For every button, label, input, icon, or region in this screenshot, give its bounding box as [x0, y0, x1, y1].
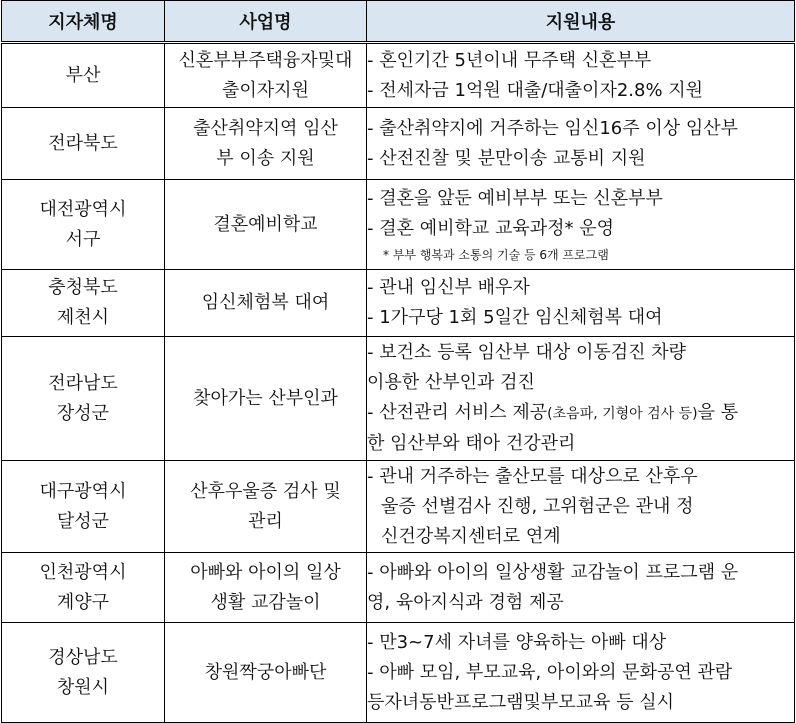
- content-cell: [367, 553, 795, 623]
- content-cell: [367, 461, 795, 553]
- content-line-tail: 을 통: [697, 402, 739, 423]
- content-line: - 산전진찰 및 분만이송 교통비 지원: [367, 147, 646, 169]
- program-name: 부 이송 지원: [216, 147, 315, 169]
- region-name: 대구광역시: [39, 480, 127, 502]
- content-line: 영, 육아지식과 경험 제공: [367, 591, 564, 613]
- program-name: 임신체험복 대여: [201, 292, 330, 313]
- content-line: - 전세자금 1억원 대출/대출이자2.8% 지원: [367, 79, 704, 101]
- table-row: [2, 623, 795, 723]
- region-cell: [2, 553, 165, 623]
- table-row: [2, 337, 795, 461]
- content-cell: [367, 270, 795, 337]
- content-cell: [367, 337, 795, 461]
- region-name: 제천시: [56, 307, 110, 328]
- program-cell: [165, 180, 367, 270]
- program-cell: [165, 553, 367, 623]
- content-line: 울증 선별검사 진행, 고위험군은 관내 정: [381, 495, 694, 517]
- content-line: - 아빠 모임, 부모교육, 아이와의 문화공연 관람: [367, 661, 733, 683]
- table-row: [2, 270, 795, 337]
- content-cell: [367, 108, 795, 180]
- content-line: - 아빠와 아이의 일상생활 교감놀이 프로그램 운: [367, 561, 739, 583]
- program-cell: [165, 108, 367, 180]
- support-program-table: [1, 0, 795, 723]
- content-line: - 결혼을 앞둔 예비부부 또는 신혼부부: [367, 187, 663, 209]
- header-content: 지원내용: [367, 1, 795, 43]
- program-name: 창원짝궁아빠단: [204, 661, 327, 683]
- program-name: 신혼부부주택융자및대: [178, 49, 353, 71]
- region-cell: [2, 108, 165, 180]
- region-name: 서구: [65, 228, 101, 250]
- program-name: 결혼예비학교: [213, 213, 318, 235]
- region-cell: [2, 461, 165, 553]
- table-row: [2, 461, 795, 553]
- content-line: - 만3~7세 자녀를 양육하는 아빠 대상: [367, 631, 667, 653]
- content-footnote: * 부부 행복과 소통의 기술 등 6개 프로그램: [383, 247, 609, 262]
- content-line-detail: (초음파, 기형아 검사 등): [547, 406, 698, 422]
- table-row: [2, 553, 795, 623]
- content-cell: [367, 43, 795, 108]
- region-name: 경상남도: [48, 646, 118, 668]
- region-cell: [2, 43, 165, 108]
- region-cell: [2, 337, 165, 461]
- region-name: 창원시: [56, 676, 110, 698]
- program-cell: [165, 43, 367, 108]
- header-region: 지자체명: [2, 1, 165, 43]
- program-name: 산후우울증 검사 및: [190, 480, 341, 502]
- table-row: [2, 108, 795, 180]
- content-line: 이용한 산부인과 검진: [367, 372, 535, 393]
- program-cell: [165, 623, 367, 723]
- content-line: - 출산취약지에 거주하는 임신16주 이상 임산부: [367, 117, 738, 139]
- content-cell: [367, 180, 795, 270]
- content-line: 신건강복지센터로 연계: [381, 525, 561, 547]
- program-name: 생활 교감놀이: [210, 591, 321, 613]
- program-cell: [165, 270, 367, 337]
- region-name: 전라북도: [48, 132, 118, 154]
- program-cell: [165, 461, 367, 553]
- program-name: 출산취약지역 임산: [193, 117, 338, 139]
- program-cell: [165, 337, 367, 461]
- content-line: - 관내 임신부 배우자: [367, 277, 530, 298]
- program-name: 찾아가는 산부인과: [193, 387, 338, 409]
- content-line: - 보건소 등록 임산부 대상 이동검진 차량: [367, 342, 687, 363]
- region-name: 충청북도: [48, 277, 118, 298]
- content-line: 등자녀동반프로그램및부모교육 등 실시: [367, 691, 675, 713]
- region-name: 인천광역시: [39, 561, 127, 583]
- region-cell: [2, 623, 165, 723]
- content-line: [367, 398, 794, 429]
- program-name: 아빠와 아이의 일상: [190, 561, 341, 583]
- region-name: 계양구: [56, 591, 110, 613]
- table-row: [2, 180, 795, 270]
- region-name: 달성군: [56, 510, 110, 532]
- content-line-main: - 산전관리 서비스 제공: [367, 402, 548, 423]
- region-cell: [2, 180, 165, 270]
- content-line: - 결혼 예비학교 교육과정* 운영: [367, 217, 615, 239]
- content-line: - 관내 거주하는 출산모를 대상으로 산후우: [367, 465, 698, 487]
- header-program: 사업명: [165, 1, 367, 43]
- program-name: 관리: [248, 510, 283, 532]
- region-name: 전라남도: [48, 372, 118, 394]
- header-row: [2, 1, 795, 43]
- content-line: - 혼인기간 5년이내 무주택 신혼부부: [367, 49, 652, 71]
- region-name: 대전광역시: [39, 198, 127, 220]
- content-line: - 1가구당 1회 5일간 임신체험복 대여: [367, 307, 663, 328]
- program-name: 출이자지원: [222, 79, 309, 101]
- content-cell: [367, 623, 795, 723]
- region-name: 부산: [65, 64, 101, 86]
- table-row: [2, 43, 795, 108]
- content-line: 한 임산부와 태아 건강관리: [367, 433, 576, 454]
- region-name: 장성군: [56, 402, 110, 424]
- region-cell: [2, 270, 165, 337]
